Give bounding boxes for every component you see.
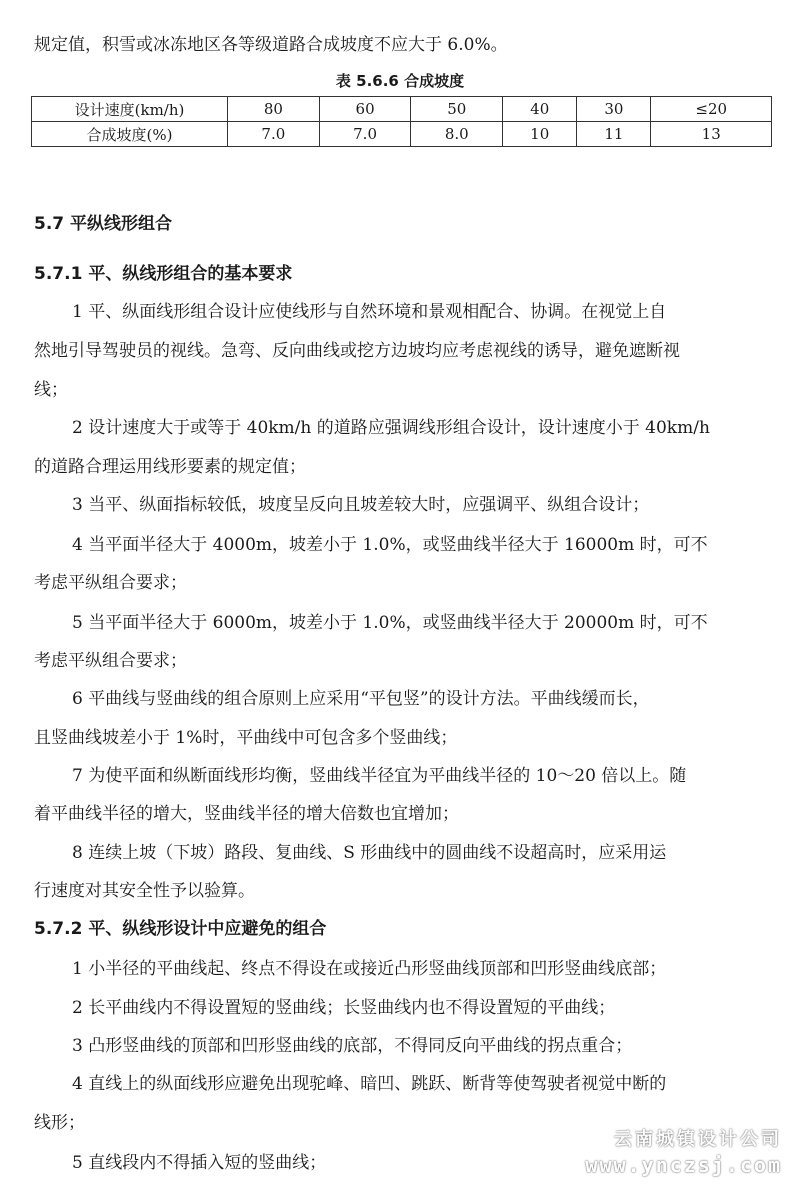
table-cell: 11: [577, 122, 651, 147]
table-cell: 合成坡度(%): [32, 122, 228, 147]
list-item-line: 着平曲线半径的增大，竖曲线半径的增大倍数也宜增加；: [34, 804, 459, 824]
table-cell: 80: [228, 97, 320, 122]
list-item-line: 6 平曲线与竖曲线的组合原则上应采用“平包竖”的设计方法。平曲线缓而长，: [72, 689, 650, 709]
list-item-line: 行速度对其安全性予以验算。: [34, 881, 255, 901]
table-cell: 8.0: [411, 122, 503, 147]
table-cell: 60: [319, 97, 411, 122]
table-cell: 40: [503, 97, 577, 122]
list-item-line: 线形；: [34, 1113, 85, 1133]
list-item-line: 然地引导驾驶员的视线。急弯、反向曲线或挖方边坡均应考虑视线的诱导，避免遮断视: [34, 341, 680, 361]
gradient-table: [31, 96, 772, 147]
table-cell: 50: [411, 97, 503, 122]
subsection-heading: 5.7.1 平、纵线形组合的基本要求: [34, 264, 293, 284]
watermark-url: www.ynczsj.com: [585, 1153, 782, 1177]
list-item-line: 5 当平面半径大于 6000m，坡差小于 1.0%，或竖曲线半径大于 20000m 时，可不: [72, 613, 708, 633]
table-cell: 7.0: [319, 122, 411, 147]
table-cell: 10: [503, 122, 577, 147]
list-item-line: 8 连续上坡（下坡）路段、复曲线、S 形曲线中的圆曲线不设超高时，应采用运: [72, 843, 667, 863]
list-item-line: 线；: [34, 380, 68, 400]
intro-line: 规定值，积雪或冰冻地区各等级道路合成坡度不应大于 6.0%。: [34, 35, 508, 55]
list-item-line: 3 当平、纵面指标较低，坡度呈反向且坡差较大时，应强调平、纵组合设计；: [72, 495, 650, 515]
list-item-line: 2 设计速度大于或等于 40km/h 的道路应强调线形组合设计，设计速度小于 40km/h: [72, 418, 710, 438]
watermark-name: 云南城镇设计公司: [614, 1129, 782, 1150]
list-item-line: 3 凸形竖曲线的顶部和凹形竖曲线的底部，不得同反向平曲线的拐点重合；: [72, 1036, 633, 1056]
list-item-line: 考虑平纵组合要求；: [34, 573, 187, 593]
list-item-line: 考虑平纵组合要求；: [34, 651, 187, 671]
table-row: [32, 122, 772, 147]
table-row: [32, 97, 772, 122]
list-item-line: 且竖曲线坡差小于 1%时，平曲线中可包含多个竖曲线；: [34, 728, 458, 748]
table-cell: ≤20: [651, 97, 772, 122]
table-cell: 设计速度(km/h): [32, 97, 228, 122]
list-item-line: 4 当平面半径大于 4000m，坡差小于 1.0%，或竖曲线半径大于 16000m 时，可不: [72, 535, 708, 555]
table-caption: 表 5.6.6 合成坡度: [335, 72, 465, 90]
list-item-line: 4 直线上的纵面线形应避免出现驼峰、暗凹、跳跃、断背等使驾驶者视觉中断的: [72, 1074, 667, 1094]
table-cell: 30: [577, 97, 651, 122]
list-item-line: 7 为使平面和纵断面线形均衡，竖曲线半径宜为平曲线半径的 10～20 倍以上。随: [72, 766, 687, 786]
section-heading: 5.7 平纵线形组合: [34, 214, 173, 234]
table-cell: 7.0: [228, 122, 320, 147]
list-item-line: 2 长平曲线内不得设置短的竖曲线；长竖曲线内也不得设置短的平曲线；: [72, 998, 616, 1018]
table-cell: 13: [651, 122, 772, 147]
list-item-line: 的道路合理运用线形要素的规定值；: [34, 457, 306, 477]
list-item-line: 1 平、纵面线形组合设计应使线形与自然环境和景观相配合、协调。在视觉上自: [72, 302, 667, 322]
list-item-line: 1 小半径的平曲线起、终点不得设在或接近凸形竖曲线顶部和凹形竖曲线底部；: [72, 959, 667, 979]
list-item-line: 5 直线段内不得插入短的竖曲线；: [72, 1153, 327, 1173]
subsection-heading: 5.7.2 平、纵线形设计中应避免的组合: [34, 919, 327, 939]
